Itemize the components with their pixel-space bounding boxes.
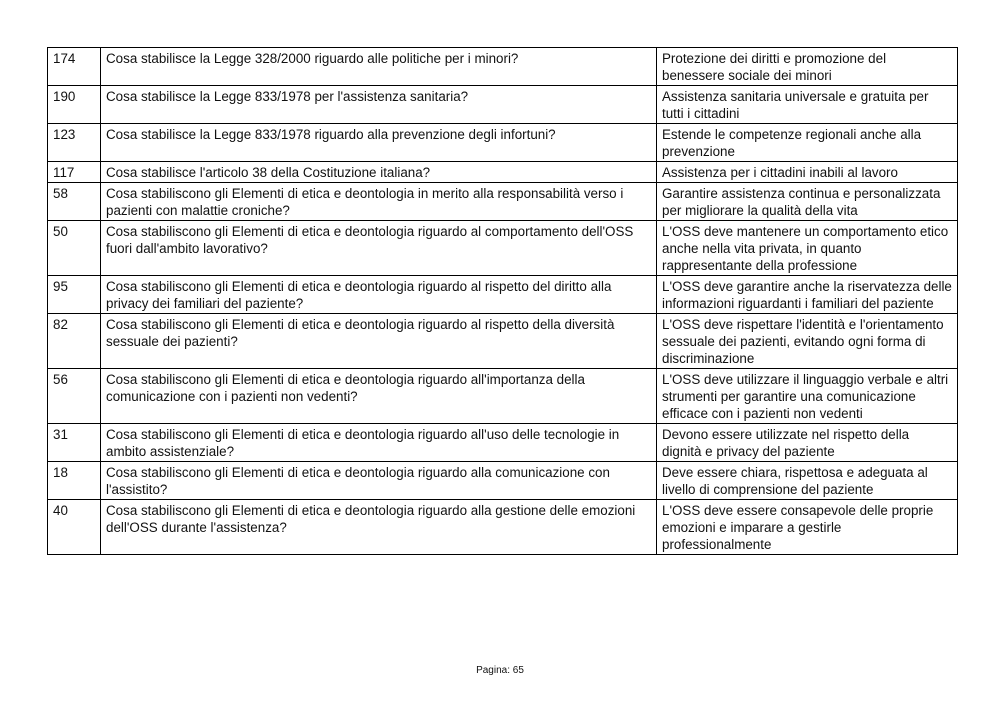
row-number: 18: [48, 462, 101, 500]
row-number: 117: [48, 162, 101, 183]
table-row: [48, 369, 958, 424]
question-cell: Cosa stabiliscono gli Elementi di etica e deontologia riguardo al rispetto del diritto alla privacy dei familiari del paziente?: [101, 276, 657, 314]
qa-table: [47, 47, 958, 555]
row-number: 174: [48, 48, 101, 86]
answer-cell: Deve essere chiara, rispettosa e adeguata al livello di comprensione del paziente: [657, 462, 958, 500]
row-number: 31: [48, 424, 101, 462]
table-row: [48, 500, 958, 555]
row-number: 82: [48, 314, 101, 369]
question-cell: Cosa stabiliscono gli Elementi di etica e deontologia riguardo all'uso delle tecnologie in ambito assistenziale?: [101, 424, 657, 462]
answer-cell: L'OSS deve rispettare l'identità e l'orientamento sessuale dei pazienti, evitando ogni forma di discriminazione: [657, 314, 958, 369]
row-number: 40: [48, 500, 101, 555]
table-row: [48, 183, 958, 221]
answer-cell: L'OSS deve essere consapevole delle proprie emozioni e imparare a gestirle professionalmente: [657, 500, 958, 555]
row-number: 123: [48, 124, 101, 162]
table-row: [48, 314, 958, 369]
row-number: 50: [48, 221, 101, 276]
row-number: 56: [48, 369, 101, 424]
question-cell: Cosa stabilisce l'articolo 38 della Costituzione italiana?: [101, 162, 657, 183]
answer-cell: Estende le competenze regionali anche alla prevenzione: [657, 124, 958, 162]
answer-cell: Assistenza per i cittadini inabili al lavoro: [657, 162, 958, 183]
question-cell: Cosa stabiliscono gli Elementi di etica e deontologia riguardo all'importanza della comunicazione con i pazienti non vedenti?: [101, 369, 657, 424]
answer-cell: Protezione dei diritti e promozione del benessere sociale dei minori: [657, 48, 958, 86]
question-cell: Cosa stabiliscono gli Elementi di etica e deontologia riguardo al comportamento dell'OSS fuori dall'ambito lavorativo?: [101, 221, 657, 276]
question-cell: Cosa stabiliscono gli Elementi di etica e deontologia riguardo alla gestione delle emozioni dell'OSS durante l'assistenza?: [101, 500, 657, 555]
table-row: [48, 86, 958, 124]
row-number: 190: [48, 86, 101, 124]
table-row: [48, 462, 958, 500]
question-cell: Cosa stabiliscono gli Elementi di etica e deontologia riguardo al rispetto della diversità sessuale dei pazienti?: [101, 314, 657, 369]
table-row: [48, 162, 958, 183]
question-cell: Cosa stabiliscono gli Elementi di etica e deontologia in merito alla responsabilità verso i pazienti con malattie croniche?: [101, 183, 657, 221]
answer-cell: L'OSS deve garantire anche la riservatezza delle informazioni riguardanti i familiari del paziente: [657, 276, 958, 314]
question-cell: Cosa stabilisce la Legge 328/2000 riguardo alle politiche per i minori?: [101, 48, 657, 86]
answer-cell: Garantire assistenza continua e personalizzata per migliorare la qualità della vita: [657, 183, 958, 221]
table-row: [48, 424, 958, 462]
row-number: 58: [48, 183, 101, 221]
page-number: Pagina: 65: [476, 665, 524, 676]
table-row: [48, 221, 958, 276]
table-row: [48, 48, 958, 86]
question-cell: Cosa stabilisce la Legge 833/1978 per l'assistenza sanitaria?: [101, 86, 657, 124]
answer-cell: Devono essere utilizzate nel rispetto della dignità e privacy del paziente: [657, 424, 958, 462]
question-cell: Cosa stabiliscono gli Elementi di etica e deontologia riguardo alla comunicazione con l'assistito?: [101, 462, 657, 500]
table-row: [48, 276, 958, 314]
qa-table-body: [48, 48, 958, 555]
row-number: 95: [48, 276, 101, 314]
question-cell: Cosa stabilisce la Legge 833/1978 riguardo alla prevenzione degli infortuni?: [101, 124, 657, 162]
table-row: [48, 124, 958, 162]
answer-cell: Assistenza sanitaria universale e gratuita per tutti i cittadini: [657, 86, 958, 124]
answer-cell: L'OSS deve mantenere un comportamento etico anche nella vita privata, in quanto rappresentante della professione: [657, 221, 958, 276]
answer-cell: L'OSS deve utilizzare il linguaggio verbale e altri strumenti per garantire una comunicazione efficace con i pazienti non vedenti: [657, 369, 958, 424]
